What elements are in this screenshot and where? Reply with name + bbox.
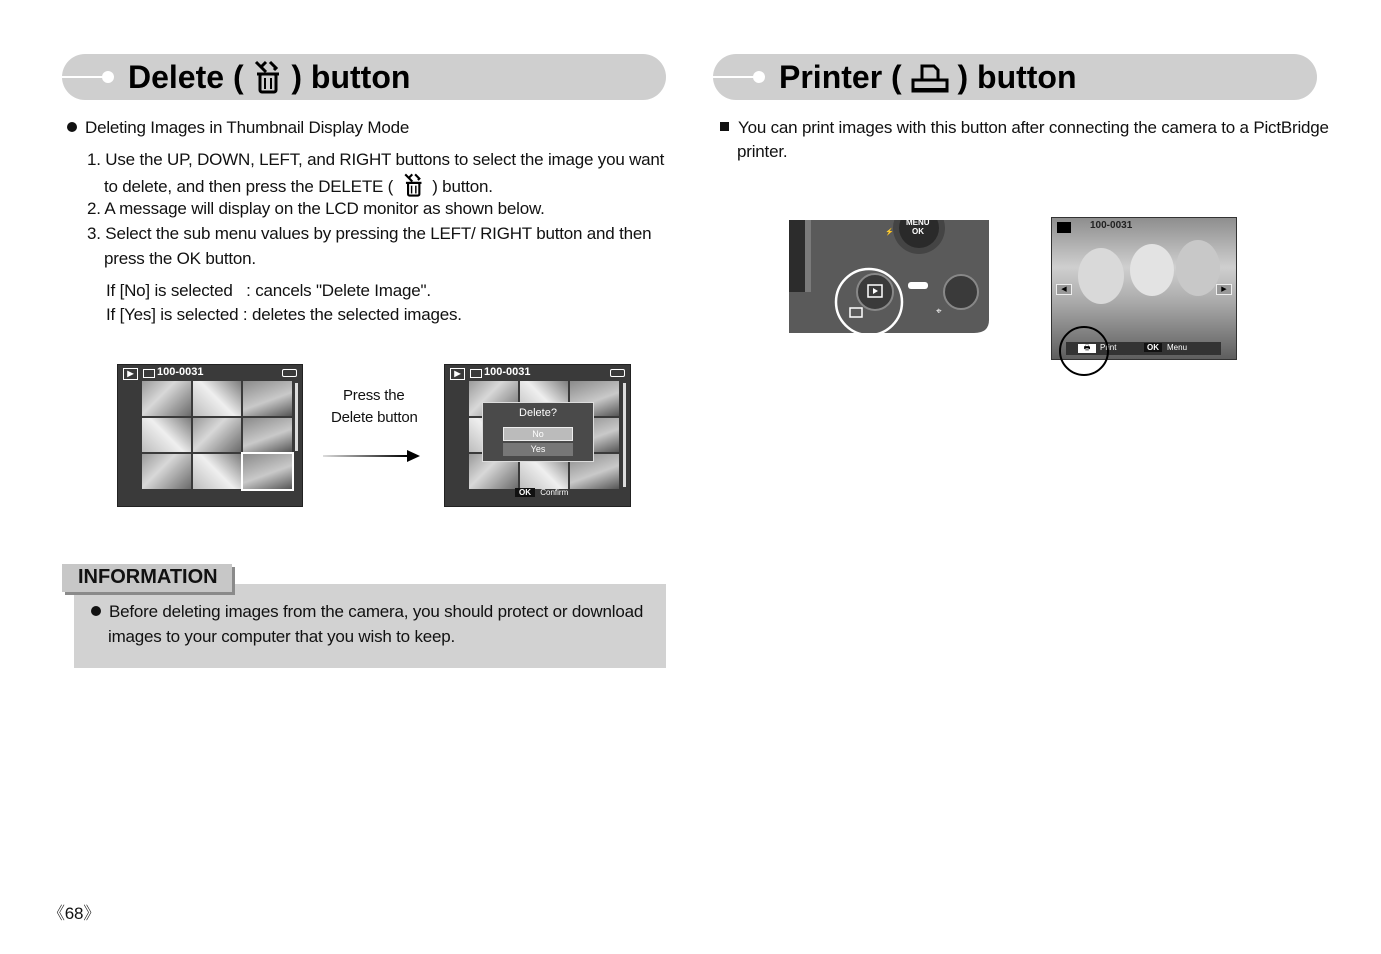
step-2: 2. A message will display on the LCD monitor as shown below. xyxy=(87,199,545,218)
step-1-text-b: ) button. xyxy=(432,177,493,196)
lcd-scrollbar xyxy=(295,383,298,451)
delete-dialog-lcd-screen xyxy=(444,364,631,507)
delete-section-header xyxy=(62,54,666,100)
printer-title-post: ) button xyxy=(957,59,1077,95)
step-3-line-1: 3. Select the sub menu values by pressing the LEFT/ RIGHT button and then xyxy=(87,224,652,243)
delete-title xyxy=(128,58,410,96)
print-file-number: 100-0031 xyxy=(1090,220,1133,231)
if-yes-text: If [Yes] is selected : deletes the selected images. xyxy=(106,305,462,324)
battery-icon xyxy=(282,369,297,377)
delete-title-pre: Delete ( xyxy=(128,59,244,95)
face-left xyxy=(1078,248,1124,304)
information-line-1 xyxy=(91,600,643,624)
information-box xyxy=(74,584,666,668)
ok-key-icon: OK xyxy=(1144,343,1162,352)
thumbnail-image[interactable] xyxy=(193,381,242,416)
thumbnail-image[interactable] xyxy=(142,418,191,453)
thumbnail-image[interactable] xyxy=(243,418,292,453)
thumbnail-image-selected[interactable] xyxy=(243,454,292,489)
printer-text-1: You can print images with this button after connecting the camera to a PictBridge xyxy=(738,118,1329,137)
information-text-1: Before deleting images from the camera, you should protect or download xyxy=(109,602,644,621)
trash-icon xyxy=(252,60,282,94)
bullet-square xyxy=(720,122,729,131)
thumbnail-image[interactable] xyxy=(243,381,292,416)
ok-key-icon: OK xyxy=(515,488,535,497)
thumbnail-grid xyxy=(142,381,292,489)
header-line xyxy=(62,76,106,78)
thumbnail-image[interactable] xyxy=(193,454,242,489)
camera-body xyxy=(789,220,989,335)
svg-text:⚡: ⚡ xyxy=(885,229,894,236)
header-line xyxy=(713,76,757,78)
confirm-bar xyxy=(515,488,568,500)
folder-icon xyxy=(143,369,155,378)
if-no-text: If [No] is selected : cancels "Delete Image". xyxy=(106,281,431,300)
battery-icon xyxy=(610,369,625,377)
step-1-line-2 xyxy=(104,173,493,199)
face-center xyxy=(1130,244,1174,296)
play-mode-icon: ▶ xyxy=(123,368,138,380)
print-label: Print xyxy=(1100,343,1117,352)
thumbnail-mode-bullet xyxy=(67,116,409,140)
page-number: 《68》 xyxy=(48,904,101,923)
information-tab-label: INFORMATION xyxy=(78,566,218,588)
file-number: 100-0031 xyxy=(157,366,204,378)
folder-icon xyxy=(470,369,482,378)
header-dot xyxy=(753,71,765,83)
pictbridge-icon xyxy=(1057,222,1071,233)
menu-label: Menu xyxy=(1167,343,1188,352)
print-key-icon[interactable]: 🖶 xyxy=(1078,344,1096,353)
confirm-label: Confirm xyxy=(540,488,569,497)
lcd-scrollbar xyxy=(623,383,626,487)
svg-text:⌖: ⌖ xyxy=(936,306,942,317)
right-arrow-icon[interactable]: ▶ xyxy=(1216,284,1232,295)
step-3-line-2: press the OK button. xyxy=(104,249,256,268)
thumbnail-image[interactable] xyxy=(193,418,242,453)
delete-dialog xyxy=(482,402,594,462)
delete-button-label: Delete button xyxy=(331,409,418,426)
lcd-status-bar xyxy=(445,365,630,381)
face-right xyxy=(1176,240,1220,296)
step-1-line-1: 1. Use the UP, DOWN, LEFT, and RIGHT buttons to select the image you want xyxy=(87,150,665,169)
dialog-yes-option[interactable]: Yes xyxy=(503,443,573,456)
ok-label: OK xyxy=(912,227,924,236)
left-arrow-icon[interactable]: ◀ xyxy=(1056,284,1072,295)
printer-line-1 xyxy=(720,116,1329,140)
play-mode-icon: ▶ xyxy=(450,368,465,380)
printer-section-header xyxy=(713,54,1317,100)
printer-line-2: printer. xyxy=(737,142,788,161)
bullet-dot xyxy=(67,122,77,132)
header-dot xyxy=(102,71,114,83)
printer-button-icon[interactable] xyxy=(845,302,867,320)
printer-title xyxy=(779,58,1077,96)
right-arrow-icon xyxy=(323,448,421,464)
trash-icon xyxy=(402,173,424,197)
file-number: 100-0031 xyxy=(484,366,531,378)
delete-dialog-title: Delete? xyxy=(519,407,557,419)
dialog-no-option[interactable]: No xyxy=(503,427,573,441)
thumbnail-lcd-screen xyxy=(117,364,303,507)
bullet-text: Deleting Images in Thumbnail Display Mode xyxy=(85,118,410,137)
bullet-dot xyxy=(91,606,101,616)
menu-label: MENU xyxy=(906,220,930,227)
camera-back-illustration xyxy=(789,220,989,335)
information-line-2: images to your computer that you wish to keep. xyxy=(108,627,456,646)
thumbnail-image[interactable] xyxy=(142,454,191,489)
information-tab xyxy=(62,564,232,592)
print-highlight-circle xyxy=(1059,326,1109,376)
step-1-text-a: to delete, and then press the DELETE ( xyxy=(104,177,394,196)
play-button-icon[interactable] xyxy=(859,275,881,297)
thumbnail-image[interactable] xyxy=(142,381,191,416)
printer-icon xyxy=(911,64,949,94)
delete-title-post: ) button xyxy=(291,59,411,95)
printer-title-pre: Printer ( xyxy=(779,59,902,95)
press-the-label: Press the xyxy=(343,387,405,404)
lcd-status-bar xyxy=(118,365,302,381)
